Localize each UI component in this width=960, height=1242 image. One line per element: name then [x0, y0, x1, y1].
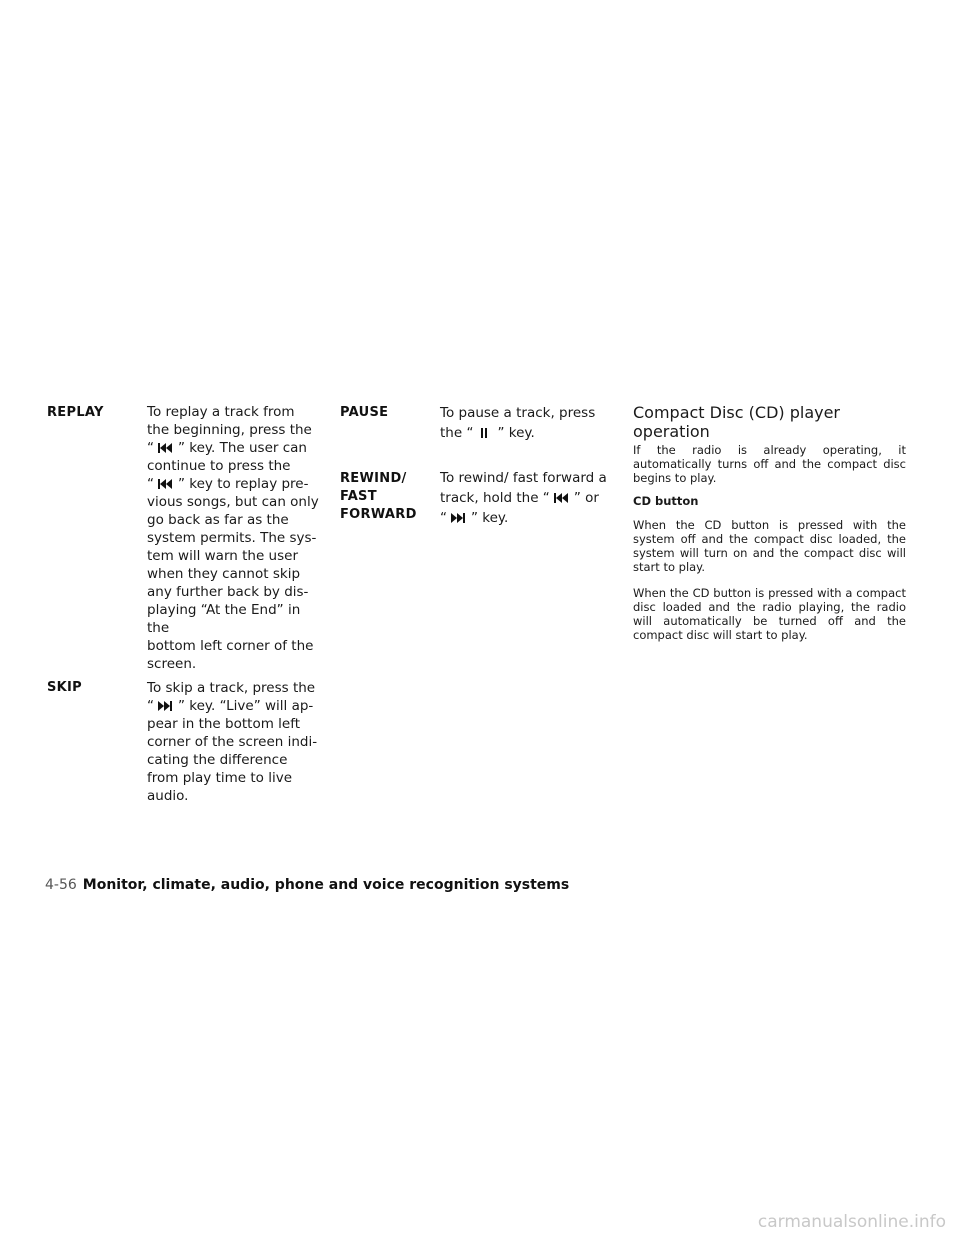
- pause-description: [440, 403, 620, 443]
- text-line: “ ” key. The user can: [147, 440, 307, 456]
- text-line: when they cannot skip: [147, 566, 301, 582]
- text-line: To pause a track, press: [440, 405, 596, 421]
- text-line: “ ” key.: [440, 510, 509, 526]
- text-line: vious songs, but can only: [147, 494, 319, 510]
- page-number: 4-56: [45, 877, 77, 893]
- text-line: system permits. The sys-: [147, 530, 317, 546]
- text-line: audio.: [147, 788, 189, 804]
- replay-description: [147, 403, 322, 673]
- term-line: REWIND/: [340, 471, 407, 486]
- term-line: FAST: [340, 489, 377, 504]
- text-line: “ ” key. “Live” will ap-: [147, 698, 314, 714]
- page-footer: [45, 876, 569, 894]
- text-line: any further back by dis-: [147, 584, 309, 600]
- text-line: the “ ” key.: [440, 425, 535, 441]
- skip-term: SKIP: [47, 680, 83, 695]
- skip-description: [147, 679, 322, 805]
- text-line: from play time to live: [147, 770, 293, 786]
- text-line: tem will warn the user: [147, 548, 298, 564]
- text-line: continue to press the: [147, 458, 291, 474]
- heading-line: Compact Disc (CD) player: [633, 403, 841, 422]
- skip-back-icon: [158, 479, 172, 489]
- text-line: To skip a track, press the: [147, 680, 316, 696]
- term-line: FORWARD: [340, 507, 417, 522]
- text-line: playing “At the End” in the: [147, 602, 301, 636]
- text-line: To replay a track from: [147, 404, 295, 420]
- text-line: bottom left corner of the: [147, 638, 314, 654]
- heading-line: operation: [633, 422, 710, 441]
- pause-icon: [477, 428, 491, 438]
- cd-button-subheading: CD button: [633, 494, 699, 508]
- pause-term: PAUSE: [340, 405, 389, 420]
- text-line: “ ” key to replay pre-: [147, 476, 309, 492]
- skip-back-icon: [554, 493, 568, 503]
- text-line: To rewind/ fast forward a: [440, 470, 607, 486]
- chapter-title: Monitor, climate, audio, phone and voice recognition systems: [82, 877, 570, 893]
- text-line: corner of the screen indi-: [147, 734, 318, 750]
- section-heading: [633, 403, 913, 441]
- skip-back-icon: [158, 443, 172, 453]
- skip-forward-icon: [451, 513, 465, 523]
- watermark: carmanualsonline.info: [757, 1212, 946, 1232]
- text-line: go back as far as the: [147, 512, 289, 528]
- cd-button-paragraph-2: When the CD button is pressed with a compact disc loaded and the radio playing, the radio will automatically be turned off and the compact disc will start to play.: [633, 586, 906, 642]
- text-line: pear in the bottom left: [147, 716, 301, 732]
- text-line: the beginning, press the: [147, 422, 312, 438]
- skip-forward-icon: [158, 701, 172, 711]
- rewind-description: [440, 468, 620, 528]
- text-line: screen.: [147, 656, 197, 672]
- text-line: track, hold the “ ” or: [440, 490, 599, 506]
- text-line: cating the difference: [147, 752, 288, 768]
- intro-paragraph: If the radio is already operating, it automatically turns off and the compact disc begins to play.: [633, 443, 906, 485]
- replay-term: REPLAY: [47, 405, 104, 420]
- cd-button-paragraph-1: When the CD button is pressed with the system off and the compact disc loaded, the system will turn on and the compact disc will start to play.: [633, 518, 906, 574]
- rewind-term: [340, 470, 417, 524]
